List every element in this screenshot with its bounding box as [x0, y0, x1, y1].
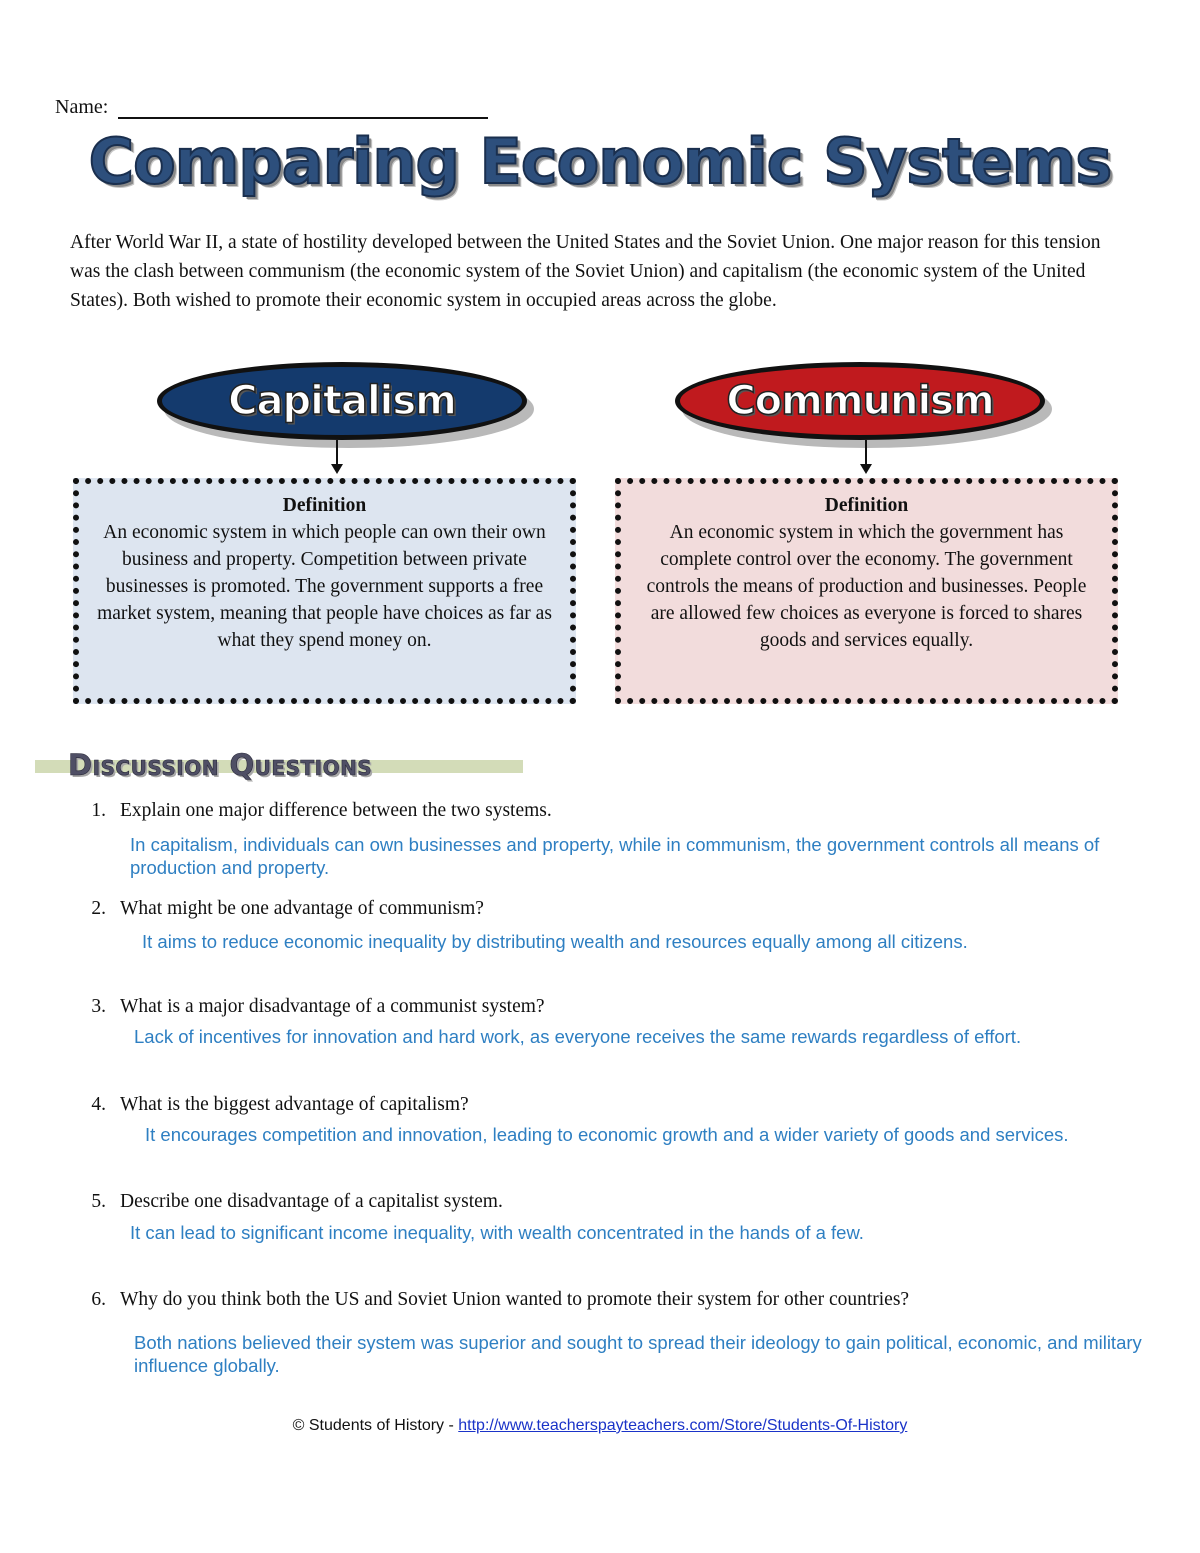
answer-3: Lack of incentives for innovation and hard work, as everyone receives the same rewards regardless of effort.: [134, 1026, 1022, 1047]
name-input-line[interactable]: [118, 97, 488, 119]
communism-definition: An economic system in which the government has complete control over the economy. The government controls the means of production and businesses. People are allowed few choices as everyone is forced to shares goods and services equally.: [646, 522, 1087, 651]
question-5: 5. Describe one disadvantage of a capitalist system.: [91, 1191, 503, 1212]
capitalism-def-heading: Definition: [282, 495, 367, 516]
question-1: 1. Explain one major difference between the two systems.: [91, 800, 552, 821]
communism-arrow-line: [865, 440, 867, 466]
question-4: 4. What is the biggest advantage of capitalism?: [91, 1094, 469, 1115]
question-6: 6. Why do you think both the US and Soviet Union wanted to promote their system for other countries?: [91, 1289, 910, 1310]
name-label: Name:: [55, 96, 109, 118]
capitalism-definition: An economic system in which people can own their own business and property. Competition between private businesses is promoted. The government supports a free market system, meaning that people have choices as far as what they spend money on.: [97, 522, 552, 651]
footer-link[interactable]: http://www.teacherspayteachers.com/Store/Students-Of-History: [458, 1417, 908, 1434]
communism-arrow-icon: [860, 464, 872, 474]
page-title: Comparing Economic Systems: [88, 125, 1112, 198]
capitalism-arrow-line: [336, 440, 338, 466]
communism-definition-box: [615, 478, 1118, 704]
answer-5: It can lead to significant income inequality, with wealth concentrated in the hands of a few.: [130, 1222, 864, 1243]
name-row: [55, 96, 488, 119]
question-3: 3. What is a major disadvantage of a communist system?: [91, 996, 545, 1017]
discussion-title: Discussion Questions: [68, 748, 373, 782]
answer-2: It aims to reduce economic inequality by distributing wealth and resources equally among all citizens.: [142, 931, 968, 952]
intro-paragraph: After World War II, a state of hostility developed between the United States and the Soviet Union. One major reason for this tension was the clash between communism (the economic system of the Soviet Union) and capitalism (the economic system of the United States). Both wished to promote their economic system in occupied areas across the globe.: [70, 232, 1101, 311]
answer-1: In capitalism, individuals can own businesses and property, while in communism, the government controls all means of production and property.: [130, 834, 1100, 878]
capitalism-definition-box: [73, 478, 576, 704]
communism-def-heading: Definition: [824, 495, 909, 516]
capitalism-label: Capitalism: [157, 362, 527, 440]
answer-6: Both nations believed their system was superior and sought to spread their ideology to gain political, economic, and military influence globally.: [134, 1332, 1142, 1376]
answer-4: It encourages competition and innovation, leading to economic growth and a wider variety of goods and services.: [145, 1124, 1069, 1145]
footer: [0, 1417, 1200, 1435]
footer-credit: © Students of History -: [292, 1417, 459, 1434]
capitalism-arrow-icon: [331, 464, 343, 474]
communism-label: Communism: [675, 362, 1045, 440]
question-2: 2. What might be one advantage of communism?: [91, 898, 484, 919]
